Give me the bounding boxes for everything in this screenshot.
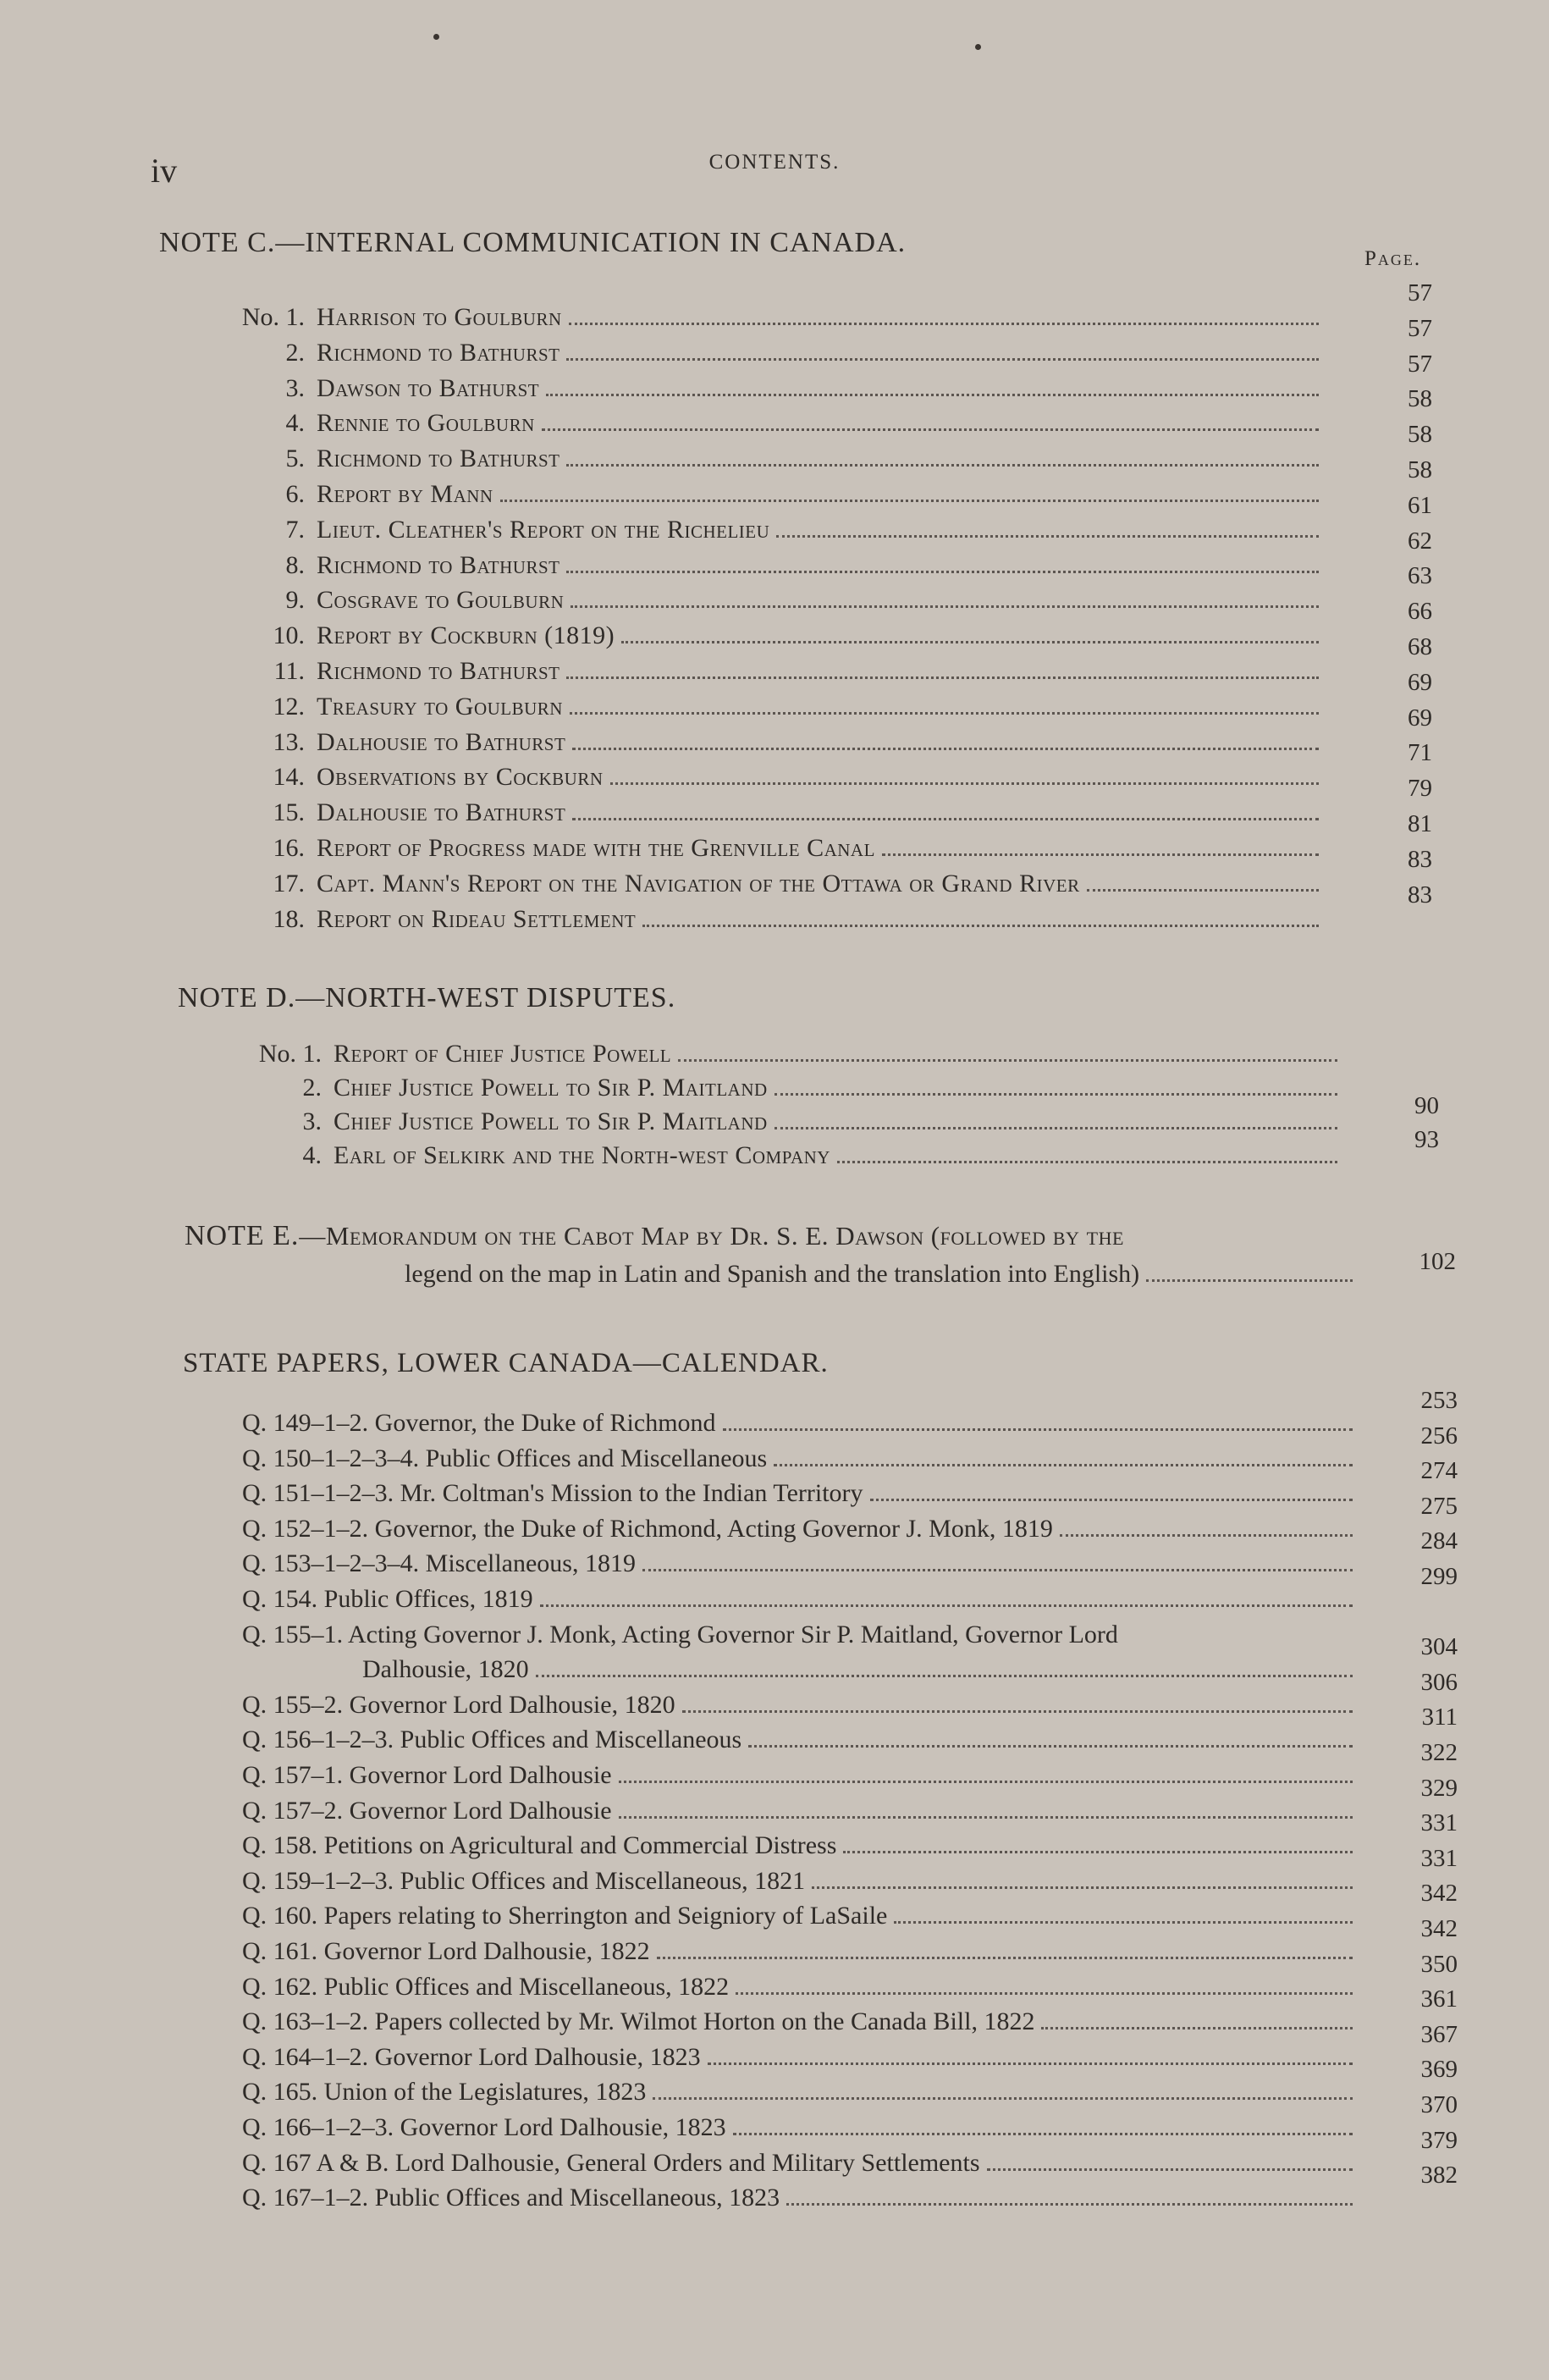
- item-title: Cosgrave to Goulburn: [317, 586, 565, 615]
- leader-dots: [774, 1464, 1353, 1466]
- page-ref: 58: [1408, 456, 1432, 483]
- item-title: Chief Justice Powell to Sir P. Maitland: [334, 1074, 768, 1102]
- item-title: Richmond to Bathurst: [317, 550, 560, 579]
- item-number: 11.: [273, 657, 305, 685]
- leader-dots: [723, 1428, 1353, 1431]
- state-paper-row: [242, 1691, 1361, 1725]
- item-title: Earl of Selkirk and the North-west Company: [334, 1141, 830, 1169]
- leader-dots: [542, 428, 1319, 431]
- item-title: Dawson to Bathurst: [317, 373, 540, 402]
- ink-speck: [433, 34, 439, 40]
- leader-dots: [546, 394, 1319, 396]
- page-column-label: Page.: [1364, 247, 1422, 270]
- leader-dots: [500, 500, 1319, 502]
- page-ref: 61: [1408, 491, 1432, 519]
- item-title: Q. 155–2. Governor Lord Dalhousie, 1820: [242, 1690, 675, 1719]
- leader-dots: [882, 853, 1319, 856]
- page-ref: 379: [1420, 2126, 1458, 2154]
- running-header: [0, 151, 1549, 190]
- item-title: Report of Chief Justice Powell: [334, 1040, 672, 1068]
- item-number: 15.: [273, 798, 305, 827]
- state-paper-row: [362, 1655, 1361, 1689]
- page-ref: 68: [1408, 633, 1432, 660]
- leader-dots: [536, 1675, 1353, 1677]
- leader-dots: [657, 1957, 1353, 1959]
- page-ref: 253: [1420, 1387, 1458, 1414]
- state-paper-row: [242, 2007, 1361, 2041]
- leader-dots: [682, 1710, 1353, 1713]
- page-ref: 274: [1420, 1457, 1458, 1485]
- page-ref: 256: [1420, 1422, 1458, 1450]
- page-ref: 284: [1420, 1527, 1458, 1555]
- page-ref: 382: [1420, 2162, 1458, 2189]
- item-title: Rennie to Goulburn: [317, 409, 535, 438]
- leader-dots: [621, 641, 1319, 643]
- item-title: Report by Mann: [317, 480, 493, 508]
- page-ref: 275: [1420, 1492, 1458, 1520]
- leader-dots: [571, 605, 1319, 608]
- item-number: 2.: [285, 338, 305, 367]
- item-title: Q. 150–1–2–3–4. Public Offices and Miscellaneous: [242, 1444, 768, 1472]
- note-c-item-row: [193, 621, 1327, 655]
- note-e-lead: NOTE E.: [185, 1220, 300, 1251]
- item-title: Q. 165. Union of the Legislatures, 1823: [242, 2078, 647, 2107]
- leader-dots: [678, 1059, 1337, 1062]
- leader-dots: [572, 748, 1319, 750]
- item-title: Q. 154. Public Offices, 1819: [242, 1585, 533, 1613]
- note-c-item-row: [193, 728, 1327, 762]
- note-e-text-line2: legend on the map in Latin and Spanish and the translation into English): [405, 1260, 1140, 1288]
- state-paper-row: [242, 2078, 1361, 2112]
- leader-dots: [812, 1886, 1353, 1889]
- note-d-item-row: [203, 1107, 1346, 1141]
- note-d-item-row: [203, 1074, 1346, 1107]
- note-c-item-row: [193, 905, 1327, 939]
- item-title: Q. 163–1–2. Papers collected by Mr. Wilmot Horton on the Canada Bill, 1822: [242, 2007, 1035, 2036]
- note-d-item-row: [203, 1141, 1346, 1175]
- page-ref: 58: [1408, 385, 1432, 413]
- item-number: 3.: [302, 1107, 322, 1135]
- item-title: Harrison to Goulburn: [317, 303, 562, 331]
- leader-dots: [786, 2203, 1353, 2206]
- note-c-item-row: [193, 303, 1327, 337]
- note-c-item-row: [193, 798, 1327, 832]
- note-c-item-row: [193, 374, 1327, 408]
- leader-dots: [653, 2097, 1353, 2100]
- note-d-item-row: [203, 1040, 1346, 1074]
- page-ref: 299: [1420, 1563, 1458, 1590]
- state-paper-row: [242, 2043, 1361, 2077]
- item-title: Q. 157–2. Governor Lord Dalhousie: [242, 1796, 612, 1825]
- page-ref: 57: [1408, 279, 1432, 306]
- page-ref: 331: [1420, 1809, 1458, 1837]
- leader-dots: [566, 676, 1319, 679]
- page-ref: 311: [1421, 1704, 1458, 1731]
- item-title: Q. 161. Governor Lord Dalhousie, 1822: [242, 1937, 650, 1965]
- page-number: iv: [151, 152, 178, 190]
- page-ref: 369: [1420, 2056, 1458, 2084]
- state-paper-row: [242, 2149, 1361, 2183]
- item-number: 13.: [273, 727, 305, 756]
- leader-dots: [837, 1161, 1337, 1163]
- page-ref: 79: [1408, 775, 1432, 803]
- note-e-entry: [185, 1219, 1370, 1253]
- page-ref: 370: [1420, 2091, 1458, 2118]
- item-number: 9.: [285, 586, 305, 615]
- item-title: Observations by Cockburn: [317, 763, 604, 792]
- item-title: Capt. Mann's Report on the Navigation of the Ottawa or Grand River: [317, 869, 1080, 897]
- page-ref: 57: [1408, 314, 1432, 342]
- page-ref: 57: [1408, 350, 1432, 378]
- state-paper-row: [242, 1937, 1361, 1971]
- item-number: 4.: [285, 409, 305, 438]
- item-title: Q. 156–1–2–3. Public Offices and Miscellaneous: [242, 1726, 742, 1754]
- leader-dots: [1087, 889, 1319, 892]
- page-ref: 83: [1408, 845, 1432, 873]
- leader-dots: [736, 1992, 1353, 1995]
- item-title: Q. 167 A & B. Lord Dalhousie, General Orders and Military Settlements: [242, 2148, 980, 2177]
- item-number: 5.: [285, 445, 305, 473]
- page-ref: 342: [1420, 1915, 1458, 1942]
- item-title: Q. 167–1–2. Public Offices and Miscellaneous, 1823: [242, 2184, 780, 2212]
- item-title: Dalhousie, 1820: [362, 1655, 529, 1684]
- page-ref: 361: [1420, 1985, 1458, 2013]
- item-title: Chief Justice Powell to Sir P. Maitland: [334, 1107, 768, 1135]
- leader-dots: [843, 1851, 1353, 1853]
- state-paper-row: [242, 1973, 1361, 2007]
- state-paper-row: [242, 1867, 1361, 1901]
- note-c-title: NOTE C.—INTERNAL COMMUNICATION IN CANADA.: [159, 227, 907, 258]
- page-ref: 331: [1420, 1844, 1458, 1872]
- leader-dots: [566, 571, 1319, 573]
- state-paper-row: [242, 1797, 1361, 1831]
- item-title: Treasury to Goulburn: [317, 692, 563, 721]
- note-c-item-row: [193, 409, 1327, 443]
- item-title: Dalhousie to Bathurst: [317, 798, 566, 827]
- item-number: 4.: [302, 1141, 322, 1169]
- item-title: Q. 151–1–2–3. Mr. Coltman's Mission to the Indian Territory: [242, 1479, 863, 1508]
- item-title: Richmond to Bathurst: [317, 657, 560, 685]
- item-number: No. 1.: [241, 303, 305, 331]
- leader-dots: [569, 323, 1319, 325]
- page-ref: 306: [1420, 1668, 1458, 1696]
- page-ref: 367: [1420, 2020, 1458, 2048]
- item-title: Q. 158. Petitions on Agricultural and Commercial Distress: [242, 1831, 837, 1860]
- leader-dots: [1146, 1279, 1353, 1282]
- leader-dots: [774, 1093, 1337, 1096]
- leader-dots: [708, 2062, 1353, 2065]
- note-c-item-row: [193, 551, 1327, 585]
- leader-dots: [566, 358, 1319, 361]
- note-c-item-row: [193, 445, 1327, 478]
- page-ref: 342: [1420, 1880, 1458, 1908]
- page-ref: 329: [1420, 1774, 1458, 1802]
- item-title: Report on Rideau Settlement: [317, 904, 637, 933]
- note-e-text-line1: —Memorandum on the Cabot Map by Dr. S. E. Dawson (followed by the: [299, 1221, 1124, 1251]
- item-title: Q. 152–1–2. Governor, the Duke of Richmond, Acting Governor J. Monk, 1819: [242, 1514, 1053, 1543]
- page-ref: 69: [1408, 668, 1432, 696]
- state-papers-title: STATE PAPERS, LOWER CANADA—CALENDAR.: [183, 1348, 829, 1378]
- item-number: 6.: [285, 480, 305, 508]
- leader-dots: [870, 1499, 1353, 1501]
- state-paper-row: [242, 1549, 1361, 1583]
- note-d-title: NOTE D.—NORTH-WEST DISPUTES.: [178, 982, 676, 1013]
- item-title: Q. 153–1–2–3–4. Miscellaneous, 1819: [242, 1549, 636, 1578]
- state-paper-row: [242, 2184, 1361, 2217]
- state-paper-row: [242, 1444, 1361, 1478]
- state-paper-row: [242, 1409, 1361, 1443]
- item-number: 3.: [285, 373, 305, 402]
- leader-dots: [1060, 1534, 1353, 1537]
- item-title: Lieut. Cleather's Report on the Richelieu: [317, 515, 770, 544]
- item-title: Q. 155–1. Acting Governor J. Monk, Acting Governor Sir P. Maitland, Governor Lord: [242, 1620, 1118, 1648]
- leader-dots: [619, 1781, 1353, 1783]
- item-title: Q. 157–1. Governor Lord Dalhousie: [242, 1761, 612, 1789]
- leader-dots: [572, 818, 1319, 820]
- note-c-item-row: [193, 586, 1327, 620]
- item-title: Dalhousie to Bathurst: [317, 727, 566, 756]
- item-title: Richmond to Bathurst: [317, 338, 560, 367]
- state-paper-row: [242, 1585, 1361, 1619]
- state-paper-row: [242, 1761, 1361, 1795]
- ink-speck: [975, 44, 981, 50]
- item-number: 8.: [285, 550, 305, 579]
- leader-dots: [642, 1569, 1353, 1571]
- item-number: 14.: [273, 763, 305, 792]
- note-c-item-row: [193, 693, 1327, 726]
- leader-dots: [619, 1816, 1353, 1819]
- state-paper-row: [242, 1479, 1361, 1513]
- page-ref: 58: [1408, 421, 1432, 449]
- state-paper-row: [242, 1831, 1361, 1865]
- page-ref: 69: [1408, 704, 1432, 732]
- item-number: 7.: [285, 515, 305, 544]
- state-paper-row: [242, 2113, 1361, 2147]
- running-title: CONTENTS.: [708, 151, 841, 174]
- page-ref: 350: [1420, 1950, 1458, 1978]
- note-c-item-row: [193, 657, 1327, 691]
- leader-dots: [733, 2133, 1353, 2135]
- item-title: Q. 162. Public Offices and Miscellaneous, 1822: [242, 1972, 730, 2001]
- leader-dots: [748, 1745, 1353, 1748]
- state-paper-row: [242, 1621, 1118, 1654]
- note-e-page: 102: [1419, 1248, 1456, 1275]
- page-ref: 71: [1408, 739, 1432, 767]
- note-c-item-row: [193, 480, 1327, 514]
- item-title: Richmond to Bathurst: [317, 445, 560, 473]
- item-number: 17.: [273, 869, 305, 897]
- page-ref: 66: [1408, 598, 1432, 626]
- item-title: Q. 166–1–2–3. Governor Lord Dalhousie, 1823: [242, 2113, 726, 2141]
- page-ref: 322: [1420, 1739, 1458, 1766]
- note-c-item-row: [193, 516, 1327, 549]
- leader-dots: [894, 1921, 1353, 1924]
- item-title: Q. 159–1–2–3. Public Offices and Miscellaneous, 1821: [242, 1866, 806, 1895]
- state-paper-row: [242, 1726, 1361, 1759]
- leader-dots: [774, 1127, 1337, 1129]
- leader-dots: [540, 1604, 1353, 1607]
- item-title: Q. 149–1–2. Governor, the Duke of Richmond: [242, 1409, 716, 1437]
- page-ref: 90: [1414, 1092, 1439, 1119]
- item-title: Q. 160. Papers relating to Sherrington and Seigniory of LaSaile: [242, 1902, 888, 1930]
- leader-dots: [987, 2168, 1353, 2171]
- item-number: 16.: [273, 834, 305, 862]
- page-ref: 63: [1408, 562, 1432, 590]
- state-paper-row: [242, 1515, 1361, 1549]
- page-ref: 83: [1408, 881, 1432, 908]
- item-number: 18.: [273, 904, 305, 933]
- note-c-item-row: [193, 339, 1327, 373]
- leader-dots: [610, 782, 1320, 785]
- note-c-item-row: [193, 763, 1327, 797]
- item-number: 10.: [273, 621, 305, 650]
- page-ref: 304: [1420, 1633, 1458, 1661]
- page-ref: 81: [1408, 810, 1432, 837]
- note-e-continuation: [405, 1260, 1361, 1289]
- state-paper-row: [242, 1902, 1361, 1935]
- item-number: No. 1.: [258, 1040, 322, 1068]
- leader-dots: [570, 712, 1319, 715]
- page-ref: 93: [1414, 1126, 1439, 1153]
- item-title: Report of Progress made with the Grenville Canal: [317, 834, 875, 862]
- item-title: Report by Cockburn (1819): [317, 621, 615, 650]
- leader-dots: [776, 535, 1319, 538]
- note-c-item-row: [193, 870, 1327, 903]
- leader-dots: [1041, 2027, 1353, 2029]
- page-ref: 62: [1408, 527, 1432, 555]
- leader-dots: [642, 925, 1319, 927]
- leader-dots: [566, 464, 1319, 467]
- item-number: 12.: [273, 692, 305, 721]
- item-number: 2.: [302, 1074, 322, 1102]
- item-title: Q. 164–1–2. Governor Lord Dalhousie, 1823: [242, 2042, 701, 2071]
- note-c-item-row: [193, 834, 1327, 868]
